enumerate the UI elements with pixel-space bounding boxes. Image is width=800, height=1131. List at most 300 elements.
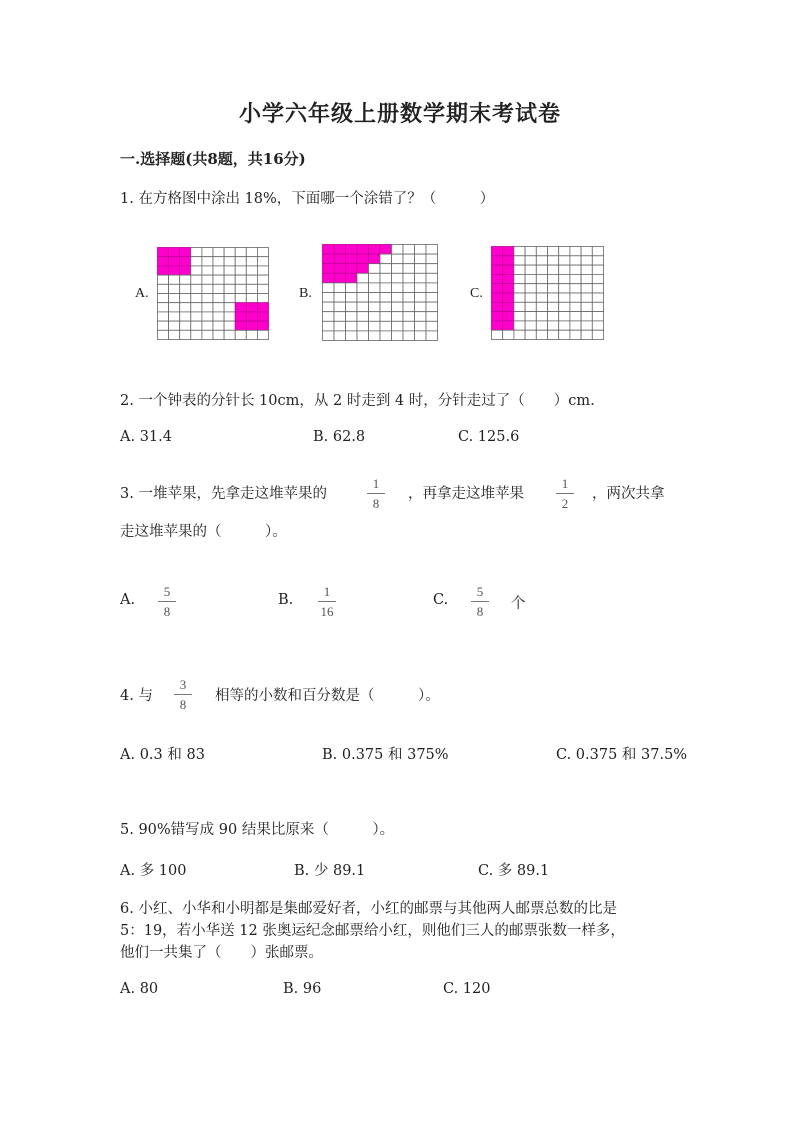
- grid-cell: [191, 303, 202, 312]
- grid-cell: [191, 312, 202, 321]
- grid-cell: [158, 275, 169, 284]
- shaded-cell: [503, 293, 514, 302]
- grid-cell: [581, 265, 592, 274]
- grid-cell: [403, 321, 415, 331]
- grid-cell: [202, 294, 213, 303]
- grid-cell: [426, 331, 438, 341]
- question-1-text: 1. 在方格图中涂出 18%，下面哪一个涂错了？（ ）: [120, 191, 495, 207]
- grid-cell: [570, 302, 581, 311]
- grid-cell: [592, 293, 603, 302]
- q4-option-a: A. 0.3 和 83: [120, 747, 205, 763]
- grid-cell: [246, 248, 257, 257]
- grid-cell: [415, 312, 427, 322]
- grid-cell: [548, 274, 559, 283]
- grid-cell: [202, 275, 213, 284]
- grid-cell: [592, 284, 603, 293]
- question-6-line-1: 6. 小红、小华和小明都是集邮爱好者，小红的邮票与其他两人邮票总数的比是: [120, 901, 617, 917]
- grid-cell: [581, 293, 592, 302]
- grid-cell: [514, 274, 525, 283]
- q5-option-c: C. 多 89.1: [478, 863, 550, 879]
- grid-cell: [570, 284, 581, 293]
- section-heading: 一.选择题(共8题，共16分): [120, 150, 306, 168]
- grid-cell: [415, 302, 427, 312]
- shaded-cell: [492, 256, 503, 265]
- grid-cell: [548, 247, 559, 256]
- grid-cell: [559, 247, 570, 256]
- grid-cell: [581, 274, 592, 283]
- grid-cell: [525, 302, 536, 311]
- grid-cell: [323, 321, 335, 331]
- grid-cell: [346, 283, 358, 293]
- grid-cell: [202, 303, 213, 312]
- grid-cell: [403, 293, 415, 303]
- grid-cell: [257, 266, 268, 275]
- shaded-cell: [323, 254, 335, 264]
- grid-cell: [158, 312, 169, 321]
- grid-cell: [346, 312, 358, 322]
- grid-cell: [536, 247, 547, 256]
- grid-cell: [224, 257, 235, 266]
- grid-cell: [392, 312, 404, 322]
- fraction-numerator: 3: [179, 677, 187, 692]
- grid-cell: [415, 331, 427, 341]
- shaded-cell: [169, 266, 180, 275]
- q3-fraction-1: [365, 476, 387, 511]
- question-3-line-2: 走这堆苹果的（ ）。: [120, 524, 287, 540]
- shaded-cell: [334, 273, 346, 283]
- grid-cell: [536, 302, 547, 311]
- grid-cell: [559, 312, 570, 321]
- grid-cell: [548, 330, 559, 339]
- grid-cell: [548, 284, 559, 293]
- grid-cell: [492, 330, 503, 339]
- grid-cell: [392, 321, 404, 331]
- grid-cell: [180, 284, 191, 293]
- grid-cell: [525, 284, 536, 293]
- grid-cell: [224, 275, 235, 284]
- grid-cell: [403, 245, 415, 255]
- grid-cell: [380, 254, 392, 264]
- grid-cell: [235, 257, 246, 266]
- grid-cell: [323, 302, 335, 312]
- grid-cell: [158, 321, 169, 330]
- grid-cell: [235, 294, 246, 303]
- grid-cell: [392, 331, 404, 341]
- shaded-cell: [346, 273, 358, 283]
- grid-cell: [369, 273, 381, 283]
- grid-cell: [559, 274, 570, 283]
- grid-cell: [592, 247, 603, 256]
- grid-cell: [570, 247, 581, 256]
- grid-cell: [581, 312, 592, 321]
- shaded-cell: [492, 321, 503, 330]
- q1-label-a: A.: [135, 286, 149, 301]
- grid-cell: [426, 254, 438, 264]
- grid-cell: [559, 321, 570, 330]
- fraction-numerator: 1: [372, 476, 380, 491]
- grid-cell: [257, 294, 268, 303]
- grid-cell: [169, 303, 180, 312]
- grid-cell: [180, 303, 191, 312]
- grid-cell: [191, 275, 202, 284]
- grid-cell: [213, 284, 224, 293]
- grid-cell: [246, 275, 257, 284]
- grid-cell: [369, 283, 381, 293]
- grid-cell: [334, 321, 346, 331]
- q6-option-b: B. 96: [283, 981, 322, 997]
- grid-cell: [536, 312, 547, 321]
- grid-cell: [191, 294, 202, 303]
- grid-cell: [224, 330, 235, 339]
- grid-cell: [202, 330, 213, 339]
- question-4-text-a: 4. 与: [120, 688, 153, 704]
- grid-cell: [357, 321, 369, 331]
- grid-cell: [392, 264, 404, 274]
- grid-cell: [525, 293, 536, 302]
- grid-cell: [334, 302, 346, 312]
- grid-cell: [213, 330, 224, 339]
- grid-cell: [525, 321, 536, 330]
- grid-cell: [592, 312, 603, 321]
- grid-cell: [415, 264, 427, 274]
- grid-cell: [213, 321, 224, 330]
- shaded-cell: [257, 312, 268, 321]
- grid-cell: [357, 312, 369, 322]
- shaded-cell: [169, 248, 180, 257]
- grid-cell: [403, 264, 415, 274]
- grid-cell: [369, 331, 381, 341]
- grid-cell: [202, 312, 213, 321]
- grid-cell: [581, 256, 592, 265]
- grid-cell: [191, 257, 202, 266]
- grid-cell: [415, 283, 427, 293]
- fraction-bar: [158, 601, 176, 602]
- grid-cell: [202, 257, 213, 266]
- grid-cell: [158, 284, 169, 293]
- grid-cell: [559, 284, 570, 293]
- grid-cell: [536, 293, 547, 302]
- shaded-cell: [492, 312, 503, 321]
- shaded-cell: [492, 293, 503, 302]
- fraction-denominator: 8: [163, 604, 171, 619]
- fraction-bar: [556, 493, 574, 494]
- shaded-cell: [503, 274, 514, 283]
- shaded-cell: [503, 256, 514, 265]
- fraction-bar: [318, 601, 336, 602]
- grid-cell: [392, 254, 404, 264]
- q6-option-c: C. 120: [443, 981, 491, 997]
- grid-cell: [581, 330, 592, 339]
- grid-cell: [334, 312, 346, 322]
- q6-option-a: A. 80: [120, 981, 159, 997]
- shaded-cell: [369, 245, 381, 255]
- question-3-text-b: ，再拿走这堆苹果: [408, 486, 524, 502]
- grid-cell: [525, 312, 536, 321]
- grid-cell: [592, 321, 603, 330]
- grid-cell: [392, 293, 404, 303]
- q2-option-c: C. 125.6: [458, 429, 520, 445]
- grid-cell: [536, 256, 547, 265]
- grid-cell: [536, 321, 547, 330]
- shaded-cell: [503, 302, 514, 311]
- grid-cell: [392, 283, 404, 293]
- grid-cell: [180, 294, 191, 303]
- q1-label-b: B.: [299, 286, 312, 301]
- grid-cell: [224, 321, 235, 330]
- grid-cell: [169, 284, 180, 293]
- grid-cell: [380, 312, 392, 322]
- grid-cell: [426, 264, 438, 274]
- grid-cell: [246, 284, 257, 293]
- page-title: 小学六年级上册数学期末考试卷: [238, 101, 561, 127]
- shaded-cell: [246, 303, 257, 312]
- grid-cell: [514, 284, 525, 293]
- grid-cell: [525, 274, 536, 283]
- shaded-cell: [380, 245, 392, 255]
- q4-option-c: C. 0.375 和 37.5%: [556, 747, 688, 763]
- grid-cell: [380, 264, 392, 274]
- grid-cell: [323, 331, 335, 341]
- grid-cell: [334, 283, 346, 293]
- grid-cell: [191, 284, 202, 293]
- grid-cell: [213, 303, 224, 312]
- grid-cell: [213, 275, 224, 284]
- grid-cell: [246, 294, 257, 303]
- grid-cell: [570, 312, 581, 321]
- grid-cell: [158, 330, 169, 339]
- grid-cell: [426, 302, 438, 312]
- q3-option-b-fraction: [316, 584, 338, 619]
- fraction-numerator: 1: [561, 476, 569, 491]
- grid-cell: [514, 312, 525, 321]
- grid-cell: [380, 293, 392, 303]
- shaded-cell: [257, 303, 268, 312]
- question-3-text-a: 3. 一堆苹果，先拿走这堆苹果的: [120, 486, 327, 502]
- grid-cell: [581, 284, 592, 293]
- grid-cell: [426, 245, 438, 255]
- shaded-cell: [492, 265, 503, 274]
- grid-cell: [559, 293, 570, 302]
- grid-cell: [380, 273, 392, 283]
- grid-cell: [191, 248, 202, 257]
- grid-c: [491, 246, 604, 340]
- grid-cell: [334, 293, 346, 303]
- grid-cell: [323, 312, 335, 322]
- fraction-numerator: 5: [476, 584, 484, 599]
- grid-cell: [570, 265, 581, 274]
- grid-cell: [403, 254, 415, 264]
- fraction-numerator: 5: [163, 584, 171, 599]
- grid-cell: [169, 312, 180, 321]
- grid-cell: [548, 312, 559, 321]
- shaded-cell: [503, 312, 514, 321]
- q4-fraction: [172, 677, 194, 712]
- grid-cell: [191, 266, 202, 275]
- grid-cell: [323, 293, 335, 303]
- grid-cell: [581, 247, 592, 256]
- question-5-text: 5. 90%错写成 90 结果比原来（ ）。: [120, 822, 395, 838]
- shaded-cell: [357, 264, 369, 274]
- grid-cell: [559, 302, 570, 311]
- grid-cell: [426, 283, 438, 293]
- grid-cell: [224, 312, 235, 321]
- grid-a: [157, 247, 269, 340]
- grid-cell: [346, 331, 358, 341]
- grid-cell: [380, 302, 392, 312]
- grid-cell: [570, 274, 581, 283]
- grid-cell: [536, 274, 547, 283]
- grid-cell: [202, 321, 213, 330]
- grid-cell: [525, 256, 536, 265]
- grid-cell: [357, 302, 369, 312]
- grid-cell: [403, 312, 415, 322]
- q5-option-b: B. 少 89.1: [294, 863, 366, 879]
- grid-cell: [525, 247, 536, 256]
- grid-cell: [235, 266, 246, 275]
- grid-cell: [323, 283, 335, 293]
- q3-fraction-2: [554, 476, 576, 511]
- grid-cell: [380, 331, 392, 341]
- grid-cell: [536, 330, 547, 339]
- shaded-cell: [492, 302, 503, 311]
- shaded-cell: [235, 312, 246, 321]
- question-3-text-c: ，两次共拿: [592, 486, 665, 502]
- grid-cell: [514, 293, 525, 302]
- grid-cell: [415, 293, 427, 303]
- grid-cell: [548, 256, 559, 265]
- grid-cell: [213, 257, 224, 266]
- grid-cell: [548, 321, 559, 330]
- grid-cell: [246, 330, 257, 339]
- grid-cell: [592, 302, 603, 311]
- grid-cell: [581, 302, 592, 311]
- grid-cell: [346, 302, 358, 312]
- question-2-text: 2. 一个钟表的分针长 10cm，从 2 时走到 4 时，分针走过了（ ）cm.: [120, 393, 595, 409]
- shaded-cell: [257, 321, 268, 330]
- shaded-cell: [492, 274, 503, 283]
- grid-cell: [548, 265, 559, 274]
- grid-cell: [213, 266, 224, 275]
- grid-cell: [346, 321, 358, 331]
- grid-cell: [536, 284, 547, 293]
- grid-cell: [369, 264, 381, 274]
- fraction-bar: [471, 601, 489, 602]
- shaded-cell: [169, 257, 180, 266]
- grid-cell: [570, 256, 581, 265]
- q2-option-a: A. 31.4: [120, 429, 172, 445]
- grid-cell: [224, 303, 235, 312]
- shaded-cell: [323, 245, 335, 255]
- shaded-cell: [357, 254, 369, 264]
- shaded-cell: [246, 312, 257, 321]
- grid-cell: [224, 266, 235, 275]
- grid-cell: [559, 265, 570, 274]
- grid-cell: [369, 321, 381, 331]
- q1-label-c: C.: [470, 286, 483, 301]
- shaded-cell: [180, 248, 191, 257]
- grid-cell: [415, 245, 427, 255]
- grid-cell: [180, 321, 191, 330]
- grid-cell: [346, 293, 358, 303]
- fraction-denominator: 8: [372, 496, 380, 511]
- shaded-cell: [158, 266, 169, 275]
- shaded-cell: [323, 273, 335, 283]
- fraction-numerator: 1: [323, 584, 331, 599]
- shaded-cell: [235, 303, 246, 312]
- shaded-cell: [503, 321, 514, 330]
- grid-cell: [235, 330, 246, 339]
- grid-cell: [592, 274, 603, 283]
- shaded-cell: [334, 264, 346, 274]
- grid-cell: [592, 265, 603, 274]
- grid-cell: [169, 330, 180, 339]
- shaded-cell: [180, 257, 191, 266]
- grid-cell: [426, 321, 438, 331]
- question-6-line-3: 他们一共集了（ ）张邮票。: [120, 945, 323, 961]
- shaded-cell: [246, 321, 257, 330]
- grid-cell: [403, 283, 415, 293]
- grid-cell: [514, 302, 525, 311]
- shaded-cell: [503, 247, 514, 256]
- grid-cell: [235, 275, 246, 284]
- grid-cell: [202, 248, 213, 257]
- grid-cell: [536, 265, 547, 274]
- grid-cell: [503, 330, 514, 339]
- grid-cell: [514, 256, 525, 265]
- question-6-line-2: 5：19，若小华送 12 张奥运纪念邮票给小红，则他们三人的邮票张数一样多，: [120, 923, 625, 939]
- grid-cell: [357, 293, 369, 303]
- grid-cell: [180, 275, 191, 284]
- grid-cell: [426, 273, 438, 283]
- grid-cell: [213, 248, 224, 257]
- shaded-cell: [180, 266, 191, 275]
- grid-cell: [581, 321, 592, 330]
- grid-cell: [514, 247, 525, 256]
- grid-cell: [235, 248, 246, 257]
- grid-cell: [415, 254, 427, 264]
- shaded-cell: [492, 247, 503, 256]
- shaded-cell: [492, 284, 503, 293]
- q5-option-a: A. 多 100: [120, 863, 187, 879]
- fraction-denominator: 8: [179, 697, 187, 712]
- grid-cell: [158, 303, 169, 312]
- grid-cell: [357, 283, 369, 293]
- grid-cell: [224, 294, 235, 303]
- shaded-cell: [503, 265, 514, 274]
- shaded-cell: [158, 257, 169, 266]
- grid-cell: [369, 302, 381, 312]
- grid-cell: [158, 294, 169, 303]
- shaded-cell: [323, 264, 335, 274]
- grid-cell: [570, 330, 581, 339]
- grid-cell: [403, 273, 415, 283]
- grid-cell: [369, 293, 381, 303]
- grid-cell: [357, 273, 369, 283]
- q3-option-b-label: B.: [278, 592, 294, 608]
- grid-cell: [570, 293, 581, 302]
- shaded-cell: [346, 254, 358, 264]
- grid-cell: [403, 302, 415, 312]
- grid-cell: [191, 321, 202, 330]
- grid-cell: [415, 273, 427, 283]
- grid-cell: [246, 257, 257, 266]
- grid-cell: [180, 330, 191, 339]
- grid-cell: [559, 330, 570, 339]
- grid-cell: [257, 248, 268, 257]
- grid-cell: [548, 293, 559, 302]
- shaded-cell: [158, 248, 169, 257]
- grid-cell: [525, 330, 536, 339]
